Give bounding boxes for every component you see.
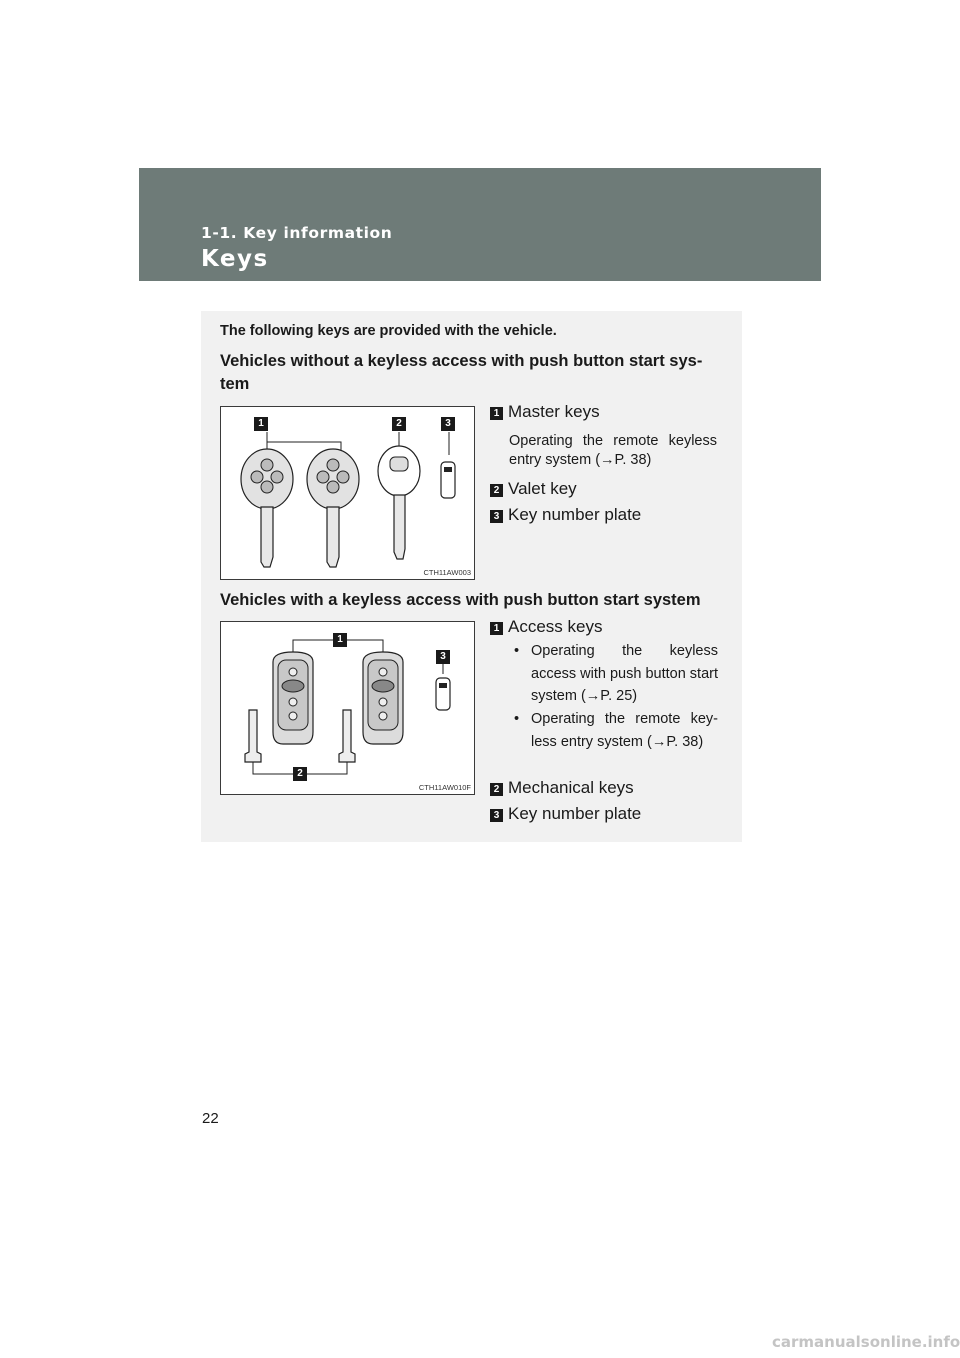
item-access-keys: [490, 617, 602, 637]
item-label: Key number plate: [508, 505, 642, 524]
master-keys-description: Operating the remote keyless entry system (→P. 38): [509, 433, 717, 468]
figure-label-1: 1: [333, 633, 347, 647]
keys-illustration-icon: [221, 407, 474, 579]
page-number: 22: [202, 1110, 219, 1127]
access-keys-illustration-icon: [221, 622, 474, 794]
figure-code: CTH11AW003: [423, 568, 471, 577]
item-number: 1: [490, 622, 503, 635]
item-label: Access keys: [508, 617, 603, 636]
item-number: 1: [490, 407, 503, 420]
bullet-remote-keyless: [511, 708, 718, 753]
item-label: Master keys: [508, 402, 600, 421]
content-panel: [201, 311, 742, 842]
heading-with-keyless: Vehicles with a keyless access with push button start system: [220, 591, 701, 609]
figure-label-3: 3: [441, 417, 455, 431]
bullet-dot: •: [514, 711, 520, 727]
heading-without-keyless: Vehicles without a keyless access with push button start sys- tem: [220, 352, 703, 393]
figure-master-keys: [220, 406, 475, 580]
bullet-keyless-start: [511, 640, 718, 708]
figure-label-1: 1: [254, 417, 268, 431]
item-mechanical-keys: [490, 778, 634, 798]
intro-text: The following keys are provided with the vehicle.: [220, 323, 557, 339]
figure-label-2: 2: [392, 417, 406, 431]
item-valet-key: [490, 479, 577, 499]
figure-label-3: 3: [436, 650, 450, 664]
page-title: Keys: [201, 246, 269, 272]
figure-label-2: 2: [293, 767, 307, 781]
figure-code: CTH11AW010F: [418, 783, 471, 792]
watermark: carmanualsonline.info: [772, 1333, 960, 1351]
section-label: 1-1. Key information: [201, 224, 393, 242]
item-number: 2: [490, 783, 503, 796]
item-number: 3: [490, 510, 503, 523]
bullet-text: Operating the remote key- less entry system (→P. 38): [531, 711, 718, 750]
item-number: 3: [490, 809, 503, 822]
figure-access-keys: [220, 621, 475, 795]
item-label: Valet key: [508, 479, 577, 498]
bullet-text: Operating the keyless access with push button start system (→P. 25): [531, 643, 718, 704]
item-number: 2: [490, 484, 503, 497]
item-label: Key number plate: [508, 804, 642, 823]
item-master-keys: [490, 402, 600, 422]
chapter-header: [139, 168, 821, 281]
bullet-dot: •: [514, 643, 520, 659]
item-label: Mechanical keys: [508, 778, 634, 797]
item-key-number-plate-b: [490, 804, 641, 824]
item-key-number-plate: [490, 505, 641, 525]
